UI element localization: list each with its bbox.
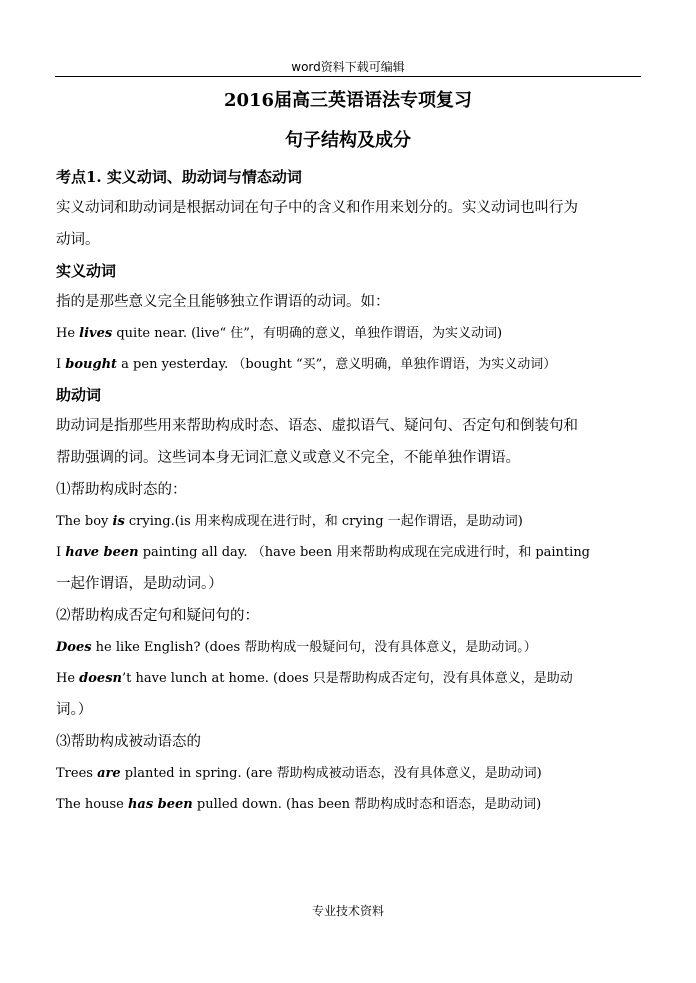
example-text: He bbox=[56, 326, 80, 341]
example-text: I bbox=[56, 545, 66, 560]
example-sentence bbox=[56, 349, 646, 380]
example-verb: has been bbox=[127, 797, 193, 812]
page-footer: 专业技术资料 bbox=[311, 904, 384, 918]
header-divider bbox=[55, 76, 641, 77]
example-verb: Does bbox=[56, 640, 92, 655]
section-heading: 考点1. 实义动词、助动词与情态动词 bbox=[56, 168, 302, 186]
example-explanation: he like English? (does 帮助构成一般疑问句，没有具体意义，是助动词。） bbox=[91, 640, 537, 655]
example-explanation: ’t have lunch at home. (does 只是帮助构成否定句，没有具体意义，是助动 bbox=[121, 671, 573, 686]
main-verb-definition: 指的是那些意义完全且能够独立作谓语的动词。如： bbox=[56, 294, 390, 310]
example-verb: bought bbox=[65, 357, 118, 372]
example-explanation: pulled down. (has been 帮助构成时态和语态，是助动词) bbox=[192, 797, 542, 812]
example-sentence bbox=[56, 789, 646, 820]
subsection-label: ⑶帮助构成被动语态的 bbox=[56, 734, 201, 750]
example-verb: have been bbox=[65, 545, 139, 560]
example-verb: are bbox=[97, 766, 121, 781]
document-subtitle: 句子结构及成分 bbox=[285, 130, 411, 151]
main-verb-heading: 实义动词 bbox=[56, 262, 117, 280]
example-text: I bbox=[56, 357, 66, 372]
intro-line-2: 动词。 bbox=[56, 232, 100, 248]
example-explanation: painting all day. （have been 用来帮助构成现在完成进行时，和 painting bbox=[138, 545, 591, 560]
intro-line-1: 实义动词和助动词是根据动词在句子中的含义和作用来划分的。实义动词也叫行为 bbox=[56, 200, 578, 216]
example-text: Trees bbox=[56, 766, 98, 781]
example-sentence bbox=[56, 506, 646, 537]
example-explanation: a pen yesterday. （bought “买”，意义明确，单独作谓语，为实义动词） bbox=[117, 357, 557, 372]
example-verb: doesn bbox=[79, 671, 122, 686]
document-body bbox=[56, 162, 646, 820]
subsection-label: ⑵帮助构成否定句和疑问句的： bbox=[56, 608, 259, 624]
example-text: The boy bbox=[56, 514, 113, 529]
example-continuation: 一起作谓语，是助动词。） bbox=[56, 576, 223, 592]
example-explanation: crying.(is 用来构成现在进行时，和 crying 一起作谓语，是助动词) bbox=[124, 514, 523, 529]
page-header: word资料下载可编辑 bbox=[291, 60, 405, 74]
example-sentence bbox=[56, 537, 646, 568]
example-explanation: planted in spring. (are 帮助构成被动语态，没有具体意义，是助动词) bbox=[120, 766, 542, 781]
example-sentence bbox=[56, 318, 646, 349]
example-sentence bbox=[56, 632, 646, 663]
aux-verb-definition-1: 助动词是指那些用来帮助构成时态、语态、虚拟语气、疑问句、否定句和倒装句和 bbox=[56, 418, 578, 434]
example-verb: lives bbox=[79, 326, 113, 341]
example-sentence bbox=[56, 663, 646, 694]
example-text: The house bbox=[56, 797, 128, 812]
example-explanation: quite near. (live“ 住”，有明确的意义，单独作谓语，为实义动词) bbox=[112, 326, 503, 341]
subsection-label: ⑴帮助构成时态的： bbox=[56, 482, 187, 498]
document-title: 2016届高三英语语法专项复习 bbox=[223, 90, 473, 111]
example-sentence bbox=[56, 758, 646, 789]
aux-verb-definition-2: 帮助强调的词。这些词本身无词汇意义或意义不完全，不能单独作谓语。 bbox=[56, 450, 520, 466]
example-continuation: 词。） bbox=[56, 702, 93, 718]
example-verb: is bbox=[112, 514, 125, 529]
aux-verb-heading: 助动词 bbox=[56, 386, 102, 404]
example-text: He bbox=[56, 671, 80, 686]
